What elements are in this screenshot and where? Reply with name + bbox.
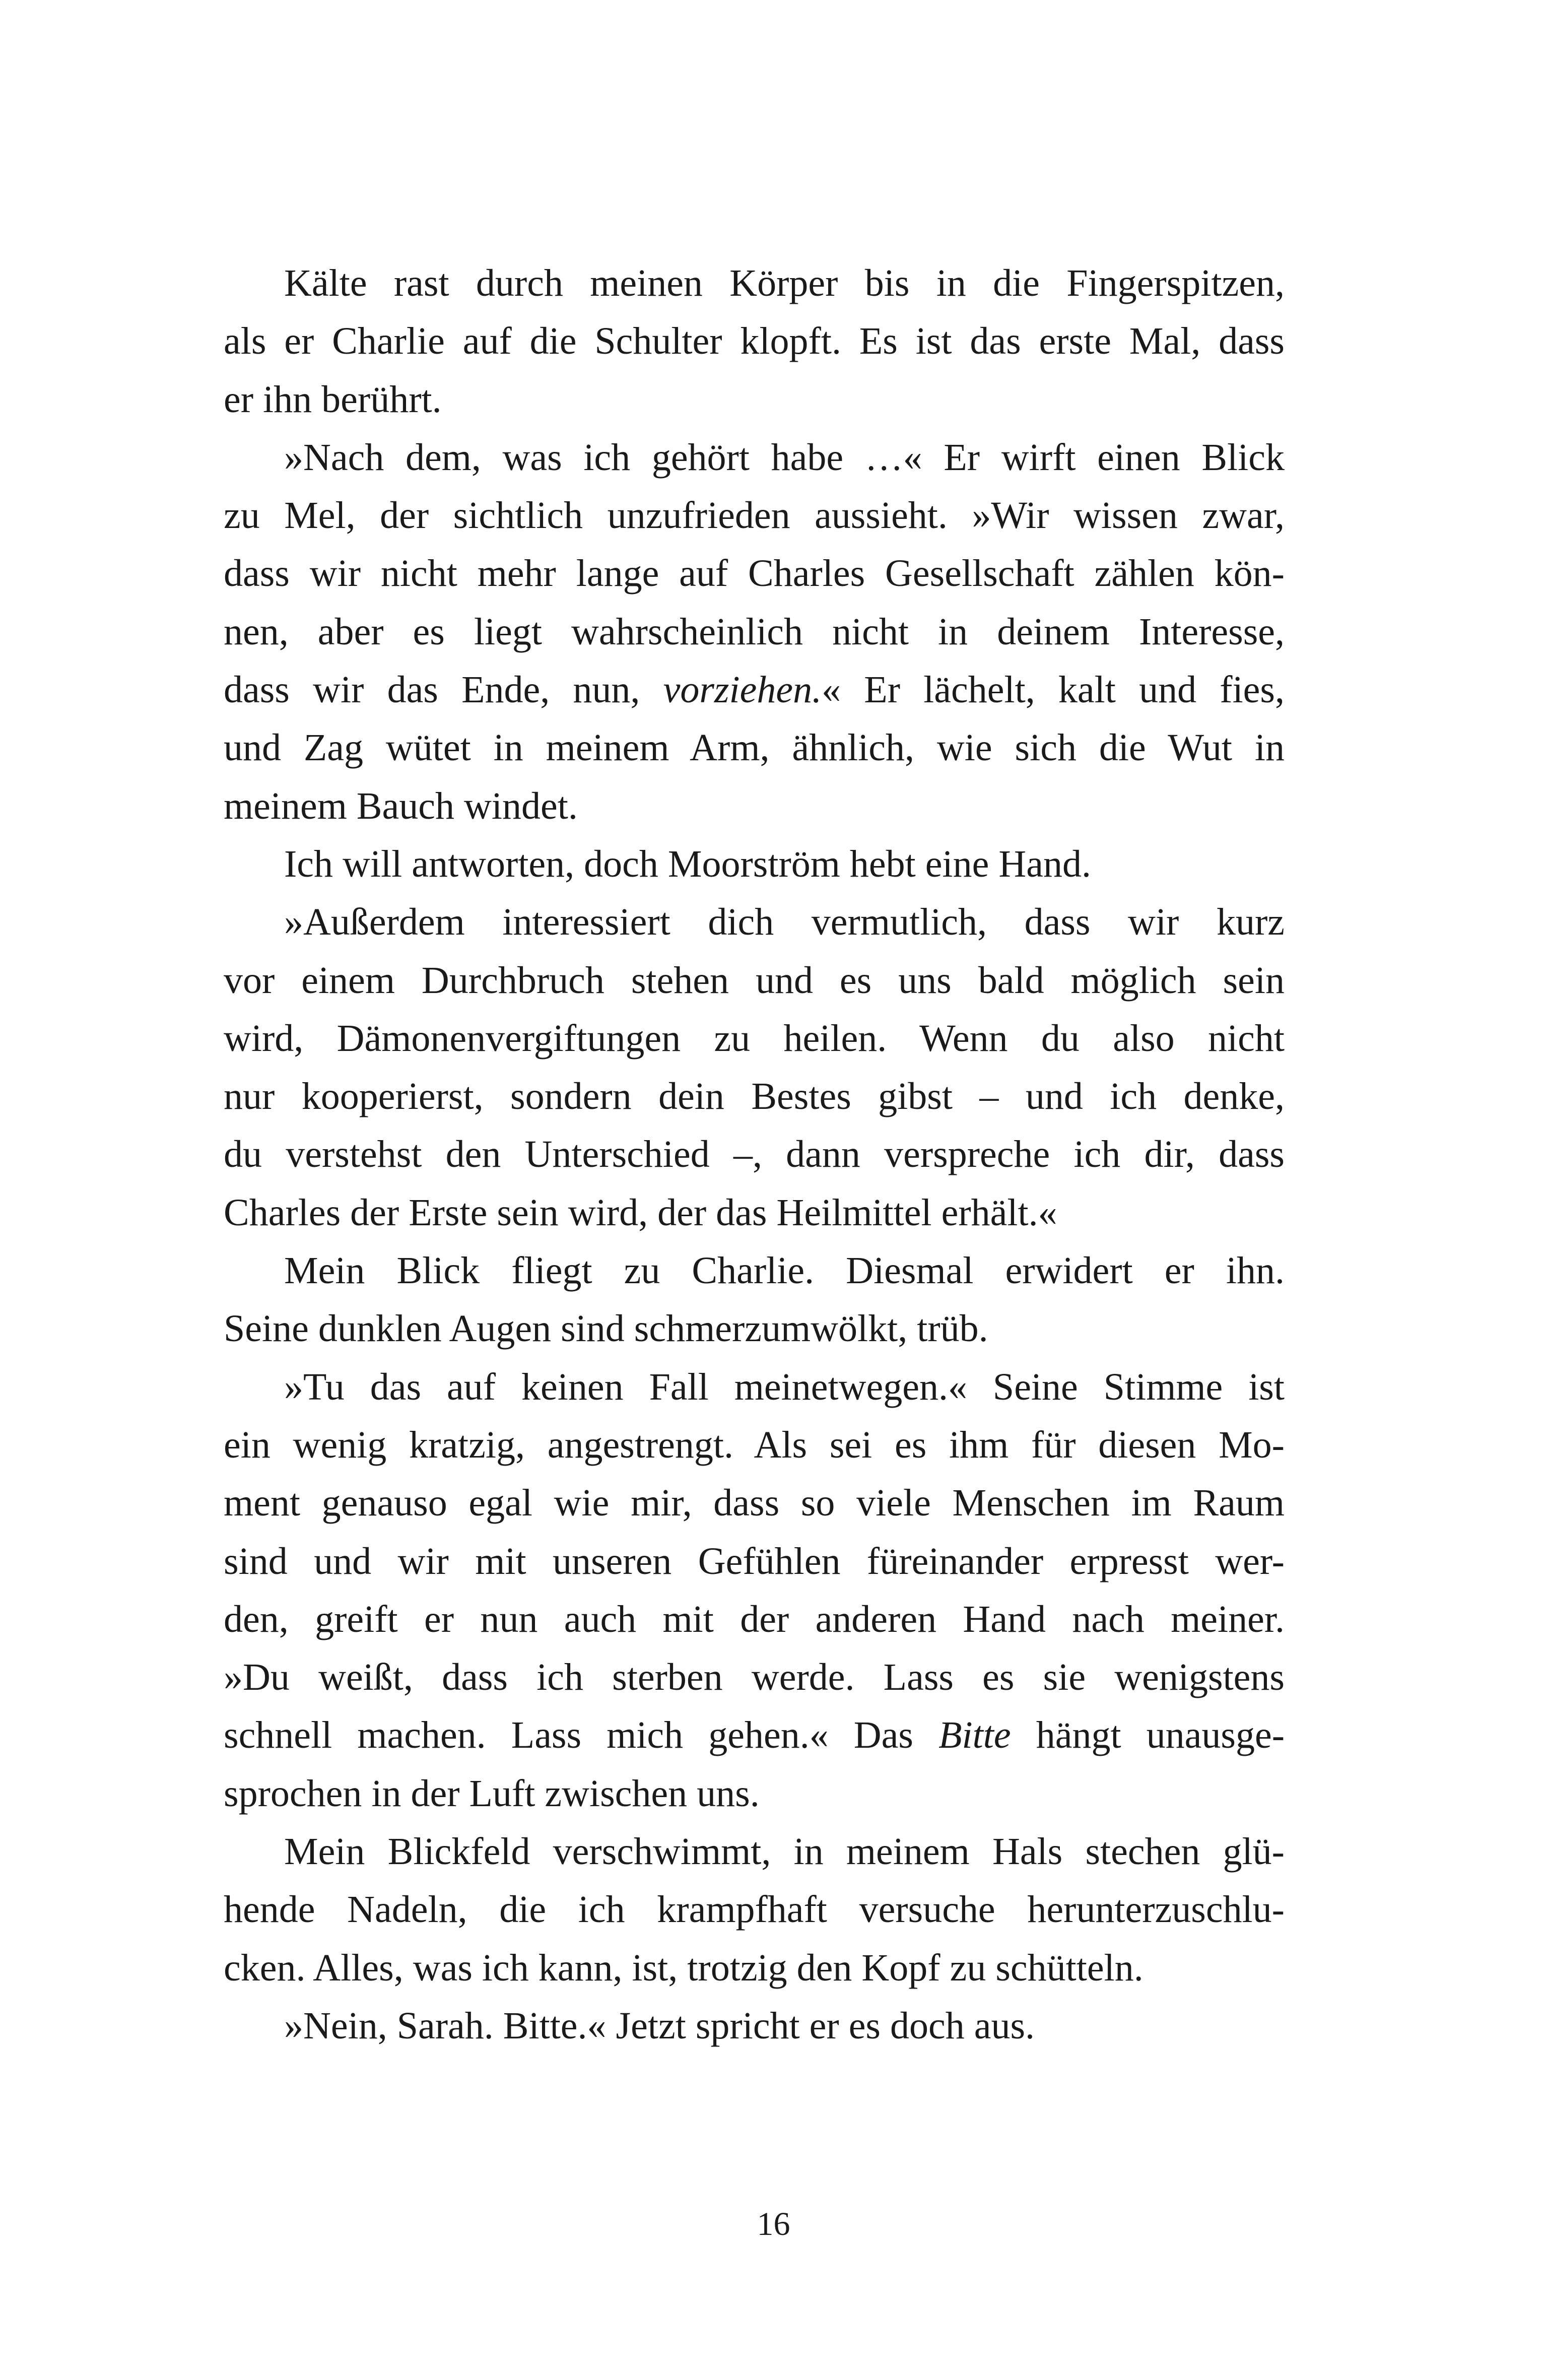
text-line — [224, 603, 1285, 661]
text-line — [224, 254, 1285, 312]
text-line — [224, 1533, 1285, 1591]
text-line — [224, 1648, 1285, 1706]
text-line — [224, 545, 1285, 603]
text-line — [224, 777, 1285, 835]
body-text — [224, 254, 1285, 2055]
text-segment: Charles der Erste sein wird, der das Heilmittel erhält.« — [224, 1191, 1057, 1234]
text-line — [224, 1126, 1285, 1183]
text-segment: ment genauso egal wie mir, dass so viele Menschen im Raum — [224, 1482, 1285, 1525]
text-line — [224, 893, 1285, 951]
text-segment: sind und wir mit unseren Gefühlen füreinander erpresst wer- — [224, 1540, 1285, 1582]
text-line — [224, 1358, 1285, 1416]
text-segment: dass wir das Ende, nun, — [224, 669, 663, 711]
text-segment: du verstehst den Unterschied –, dann verspreche ich dir, dass — [224, 1133, 1285, 1176]
text-line — [224, 1300, 1285, 1358]
text-segment: hängt unausge- — [1011, 1714, 1285, 1757]
text-segment: sprochen in der Luft zwischen uns. — [224, 1772, 760, 1815]
text-segment: Kälte rast durch meinen Körper bis in die Fingerspitzen, — [284, 262, 1285, 304]
text-line — [224, 429, 1285, 487]
italic-text: Bitte — [938, 1714, 1011, 1757]
text-segment: Ich will antworten, doch Moorström hebt eine Hand. — [284, 842, 1091, 885]
text-segment: Mein Blickfeld verschwimmt, in meinem Hals stechen glü- — [284, 1830, 1285, 1873]
text-line — [224, 1881, 1285, 1939]
text-line — [224, 719, 1285, 777]
text-line — [224, 1184, 1285, 1242]
text-line — [224, 952, 1285, 1010]
text-segment: Mein Blick fliegt zu Charlie. Diesmal erwidert er ihn. — [284, 1249, 1285, 1292]
text-line — [224, 1591, 1285, 1648]
text-segment: den, greift er nun auch mit der anderen Hand nach meiner. — [224, 1598, 1285, 1640]
text-line — [224, 1474, 1285, 1532]
text-line — [224, 487, 1285, 545]
text-segment: dass wir nicht mehr lange auf Charles Gesellschaft zählen kön- — [224, 552, 1285, 595]
text-line — [224, 1068, 1285, 1126]
text-segment: »Außerdem interessiert dich vermutlich, dass wir kurz — [284, 901, 1285, 944]
text-line — [224, 1010, 1285, 1068]
text-line — [224, 1765, 1285, 1823]
italic-text: vorziehen. — [663, 669, 822, 711]
text-segment: cken. Alles, was ich kann, ist, trotzig den Kopf zu schütteln. — [224, 1946, 1144, 1989]
text-line — [224, 371, 1285, 429]
text-segment: zu Mel, der sichtlich unzufrieden aussieht. »Wir wissen zwar, — [224, 494, 1285, 537]
text-segment: er ihn berührt. — [224, 378, 442, 421]
text-line — [224, 1416, 1285, 1474]
text-line — [224, 312, 1285, 370]
text-line — [224, 1823, 1285, 1881]
text-segment: und Zag wütet in meinem Arm, ähnlich, wie sich die Wut in — [224, 726, 1285, 769]
text-segment: schnell machen. Lass mich gehen.« Das — [224, 1714, 939, 1757]
text-line — [224, 661, 1285, 719]
page-number: 16 — [757, 2206, 790, 2242]
text-segment: »Tu das auf keinen Fall meinetwegen.« Seine Stimme ist — [284, 1365, 1285, 1408]
text-segment: wird, Dämonenvergiftungen zu heilen. Wenn du also nicht — [224, 1017, 1285, 1060]
text-segment: als er Charlie auf die Schulter klopft. Es ist das erste Mal, dass — [224, 320, 1285, 363]
text-segment: »Du weißt, dass ich sterben werde. Lass es sie wenigstens — [224, 1656, 1285, 1699]
text-segment: »Nach dem, was ich gehört habe …« Er wirft einen Blick — [284, 436, 1285, 479]
text-segment: hende Nadeln, die ich krampfhaft versuche herunterzuschlu- — [224, 1888, 1285, 1931]
text-line — [224, 835, 1285, 893]
text-segment: meinem Bauch windet. — [224, 784, 578, 827]
text-segment: nen, aber es liegt wahrscheinlich nicht in deinem Interesse, — [224, 610, 1285, 653]
text-line — [224, 1242, 1285, 1300]
text-segment: vor einem Durchbruch stehen und es uns bald möglich sein — [224, 959, 1285, 1002]
text-segment: »Nein, Sarah. Bitte.« Jetzt spricht er es doch aus. — [284, 2004, 1035, 2047]
text-segment: Seine dunklen Augen sind schmerzumwölkt, trüb. — [224, 1307, 988, 1350]
text-line — [224, 1706, 1285, 1764]
text-line — [224, 1997, 1285, 2055]
text-segment: nur kooperierst, sondern dein Bestes gibst – und ich denke, — [224, 1075, 1285, 1118]
text-segment: ein wenig kratzig, angestrengt. Als sei es ihm für diesen Mo- — [224, 1423, 1285, 1466]
text-line — [224, 1939, 1285, 1997]
text-segment: « Er lächelt, kalt und fies, — [822, 669, 1285, 711]
